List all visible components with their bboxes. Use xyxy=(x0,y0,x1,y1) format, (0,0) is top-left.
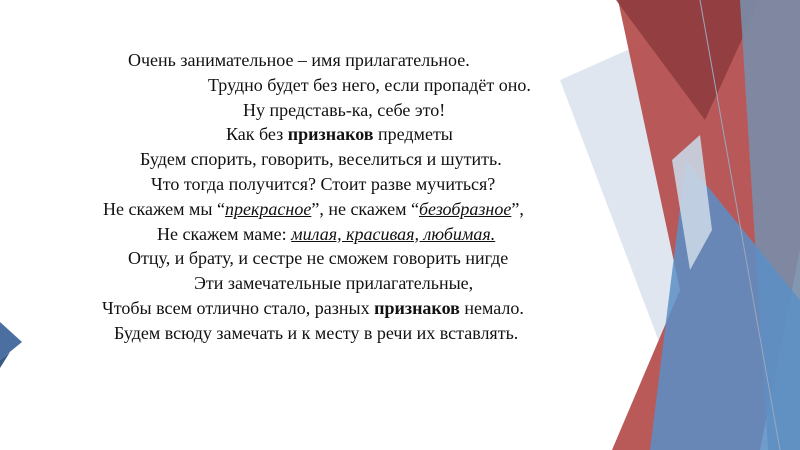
poem-line-3 xyxy=(0,98,760,123)
poem-line-7 xyxy=(0,197,760,222)
poem-line-4-part-a: Как без xyxy=(226,124,288,145)
poem-line-8-text xyxy=(157,222,495,247)
poem-line-6 xyxy=(0,172,760,197)
poem-line-12-text: Будем всюду замечать и к месту в речи их вставлять. xyxy=(114,322,519,343)
poem-line-11 xyxy=(0,296,760,321)
word-bezobraznoe: безобразное xyxy=(418,198,512,219)
poem-line-5 xyxy=(0,147,760,172)
words-milaya-krasivaya-lyubimaya: милая, красивая, любимая. xyxy=(291,223,496,244)
word-prekrasnoe: прекрасное xyxy=(225,198,312,219)
poem-line-11-part-c: немало. xyxy=(459,297,524,318)
poem-line-5-text: Будем спорить, говорить, веселиться и шутить. xyxy=(140,149,502,170)
poem-line-10 xyxy=(0,271,760,296)
poem-line-7-part-c: ”, не скажем “ xyxy=(311,198,419,219)
poem-line-2-text: Трудно будет без него, если пропадёт оно. xyxy=(208,74,531,95)
poem-line-12 xyxy=(0,321,760,346)
poem-line-3-text: Ну представь-ка, себе это! xyxy=(243,99,446,120)
keyword-priznakov: признаков xyxy=(287,124,374,145)
poem-line-9-text: Отцу, и брату, и сестре не сможем говорить нигде xyxy=(128,248,509,269)
poem-line-6-text: Что тогда получится? Стоит разве мучиться? xyxy=(151,173,496,194)
poem-line-10-text: Эти замечательные прилагательные, xyxy=(194,273,474,294)
poem-line-2 xyxy=(0,73,760,98)
poem-line-4-text xyxy=(226,122,453,147)
poem-line-4 xyxy=(0,122,760,147)
poem-line-8-part-a: Не скажем маме: xyxy=(157,223,292,244)
poem-line-1-text: Очень занимательное – имя прилагательное. xyxy=(128,50,470,70)
poem-line-7-text xyxy=(103,197,524,222)
poem-line-9 xyxy=(0,246,760,271)
poem-line-4-part-c: предметы xyxy=(373,124,453,145)
poem-line-8 xyxy=(0,222,760,247)
keyword-priznakov-2: признаков xyxy=(374,297,460,318)
poem-line-1 xyxy=(0,48,760,73)
poem-line-11-part-a: Чтобы всем отлично стало, разных xyxy=(102,297,375,318)
poem-line-7-part-e: ”, xyxy=(511,198,524,219)
poem-line-11-text xyxy=(102,296,524,321)
poem-text xyxy=(0,48,760,346)
poem-line-7-part-a: Не скажем мы “ xyxy=(103,198,225,219)
